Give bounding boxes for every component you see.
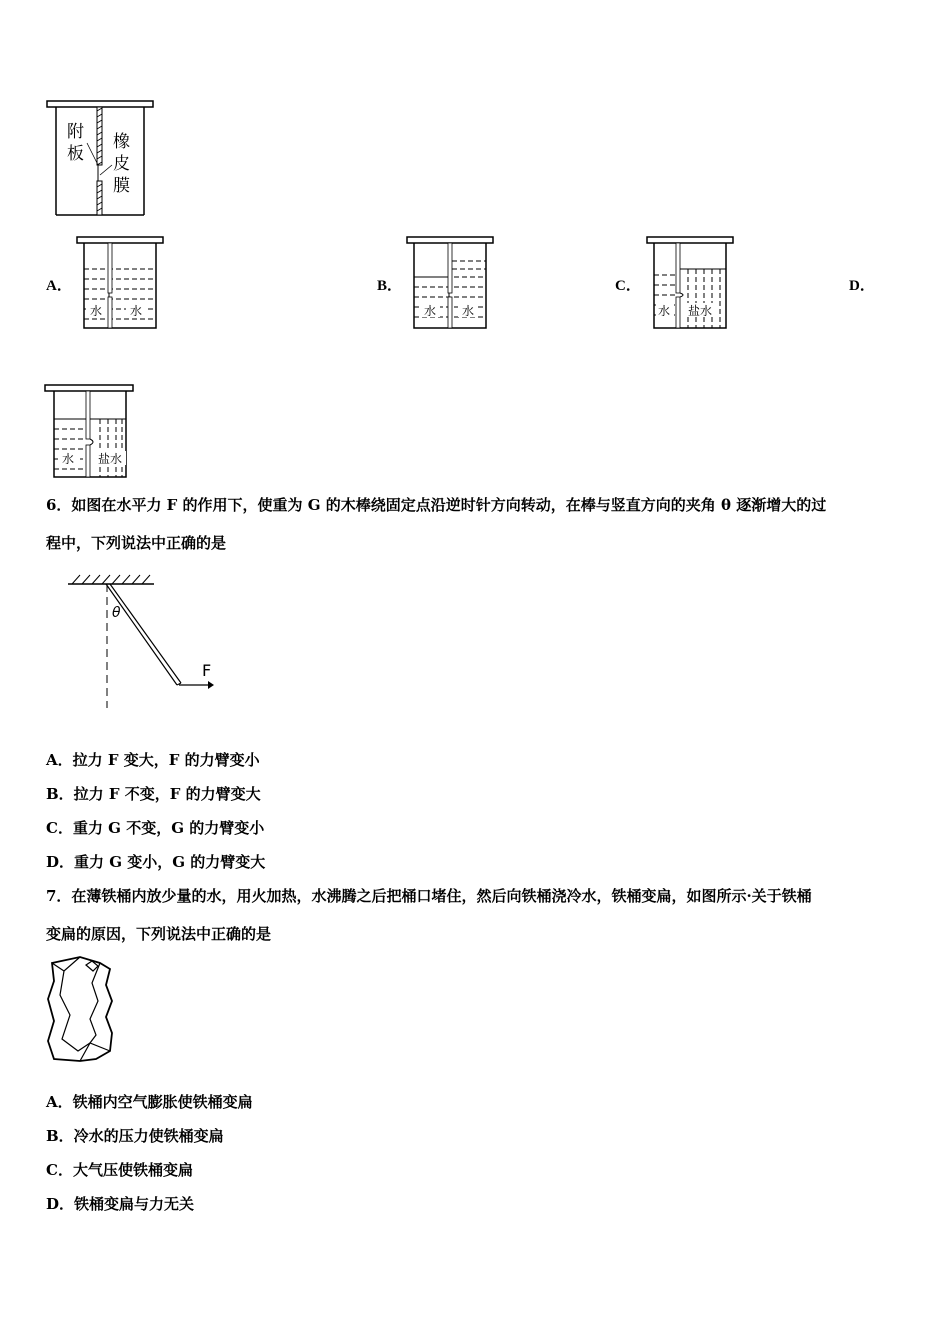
q7-option-c[interactable]: C．大气压使铁桶变扁 [46,1161,193,1179]
lever-diagram [60,568,230,713]
q7-option-d[interactable]: D．铁桶变扁与力无关 [46,1195,195,1213]
q7-stem-line1: 7．在薄铁桶内放少量的水，用火加热，水沸腾之后把桶口堵住，然后向铁桶浇冷水，铁桶变扁，如图所示·关于铁桶 [46,887,812,905]
q7-option-b[interactable]: B．冷水的压力使铁桶变扁 [46,1127,224,1145]
option-c-letter[interactable]: C． [615,278,641,294]
label-membrane-2: 皮 [113,154,130,174]
option-a-diagram [74,233,166,333]
option-d-right-liquid: 盐水 [98,452,123,466]
q6-option-c[interactable]: C．重力 G 不变，G 的力臂变小 [46,819,265,837]
option-a-right-liquid: 水 [130,304,143,318]
label-board-1: 附 [67,122,84,142]
label-membrane-1: 橡 [113,132,130,152]
crushed-can-diagram [40,955,120,1065]
option-a-letter[interactable]: A． [46,278,72,294]
option-a-left-liquid: 水 [90,304,103,318]
container-diagram [40,95,165,225]
option-b-letter[interactable]: B． [377,278,403,294]
option-d-letter[interactable]: D． [849,278,875,294]
label-membrane-3: 膜 [113,176,130,196]
force-f-label: F [202,661,212,680]
angle-theta-label: θ [112,605,121,621]
q6-stem-line2: 程中，下列说法中正确的是 [46,534,227,552]
option-c-right-liquid: 盐水 [688,304,713,318]
q6-stem-line1: 6．如图在水平力 F 的作用下，使重为 G 的木棒绕固定点沿逆时针方向转动，在棒与竖直方向的夹角 θ 逐渐增大的过 [46,496,827,514]
option-d-diagram [42,383,142,483]
option-d-left-liquid: 水 [62,452,75,466]
q6-option-a[interactable]: A．拉力 F 变大，F 的力臂变小 [46,751,260,769]
q7-option-a[interactable]: A．铁桶内空气膨胀使铁桶变扁 [46,1093,253,1111]
q7-stem-line2: 变扁的原因，下列说法中正确的是 [46,925,272,943]
q6-option-b[interactable]: B．拉力 F 不变，F 的力臂变大 [46,785,261,803]
label-board-2: 板 [67,144,84,164]
option-b-left-liquid: 水 [424,304,437,318]
option-b-diagram [404,233,496,333]
q6-option-d[interactable]: D．重力 G 变小，G 的力臂变大 [46,853,266,871]
option-b-right-liquid: 水 [462,304,475,318]
option-c-left-liquid: 水 [658,304,671,318]
option-c-diagram [644,233,736,333]
